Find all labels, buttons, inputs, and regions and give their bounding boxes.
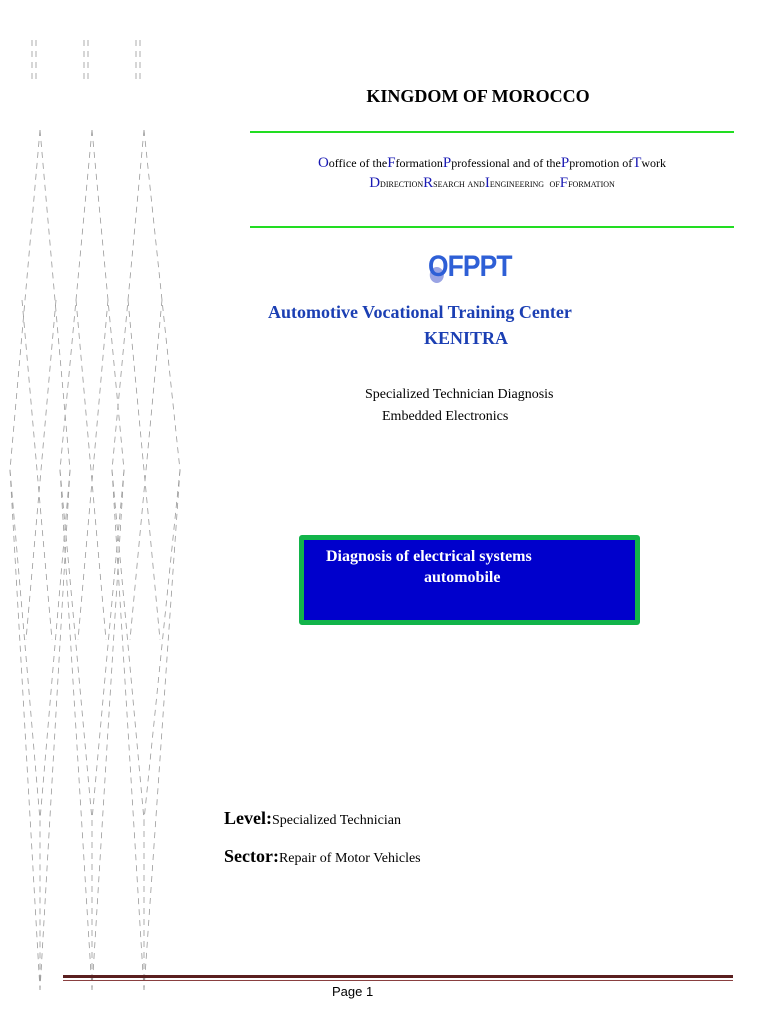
office-line-2 (250, 175, 734, 192)
office-word-4: Ppromotion of (560, 155, 633, 171)
logo-text: OFPPT (428, 250, 512, 283)
office-word-1: Ooffice of the (317, 155, 388, 171)
office-word-3: Pprofessional and of the (442, 155, 561, 171)
specialty-line-1: Specialized Technician Diagnosis (365, 387, 554, 402)
top-divider (250, 131, 734, 133)
level-value: Specialized Technician (271, 813, 401, 828)
module-title-box (299, 535, 640, 625)
specialty-line-2: Embedded Electronics (382, 409, 509, 424)
module-title-line-1: Diagnosis of electrical systems (326, 548, 532, 565)
direction-word-1: Ddirection (369, 175, 424, 191)
center-city: KENITRA (424, 328, 509, 348)
footer-rule-thin (63, 980, 733, 981)
direction-word-3: Iengineering of (484, 175, 560, 191)
sector-label: Sector: (224, 846, 279, 866)
level-label: Level: (224, 808, 272, 828)
center-name: Automotive Vocational Training Center (268, 302, 572, 322)
direction-word-2: Rsearch and (423, 175, 485, 191)
office-word-2: Fformation (387, 155, 443, 171)
footer-rule-thick (63, 975, 733, 978)
sector-value: Repair of Motor Vehicles (278, 851, 421, 866)
decorative-border-pattern (0, 0, 200, 1000)
page-number: Page 1 (332, 984, 374, 999)
ofppt-logo (428, 250, 523, 284)
office-word-5: Twork (632, 155, 667, 171)
level-row (224, 808, 401, 829)
office-line-1 (250, 155, 734, 172)
bottom-divider (250, 226, 734, 228)
direction-word-4: Fformation (559, 175, 615, 191)
sector-row (224, 846, 421, 867)
kingdom-title: KINGDOM OF MOROCCO (366, 86, 590, 106)
module-title-line-2: automobile (424, 569, 501, 586)
